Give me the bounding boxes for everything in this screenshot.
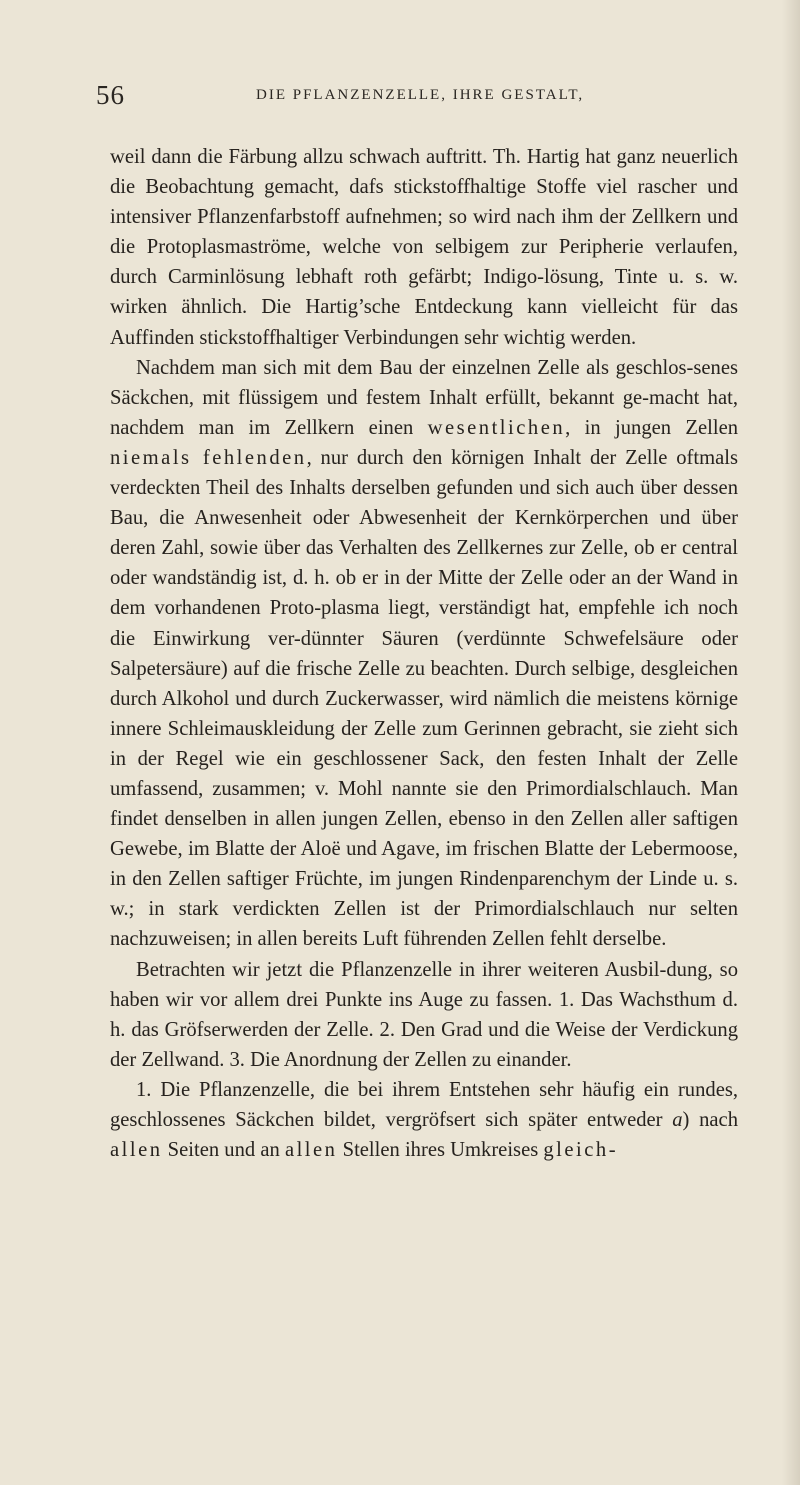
running-head: DIE PFLANZENZELLE, IHRE GESTALT,: [256, 87, 585, 103]
paragraph: [110, 955, 738, 1075]
text-segment: ) nach: [682, 1109, 738, 1131]
text-segment: Seiten und an: [162, 1139, 285, 1162]
text-segment: weil dann die Färbung allzu schwach auftritt. Th. Hartig hat ganz neuerlich die Beobachtung gemacht, dafs stickstoffhaltige Stoffe viel rascher und intensiver Pflanzenfarbstoff aufnehmen; so wird nach ihm der Zellkern und die Protoplasmaströme, welche von selbigem zur Peripherie verlaufen, durch Carminlösung lebhaft roth gefärbt; Indigo-lösung, Tinte u. s. w. wirken ähnlich. Die Hartig’sche Entdeckung kann vielleicht für das Auffinden stickstoffhaltiger Verbindungen sehr wichtig werden.: [110, 146, 738, 349]
page-edge-shadow: [782, 0, 800, 1485]
emphasis-spaced: wesentlichen: [427, 416, 566, 439]
text-segment: Nachdem man sich mit dem Bau der einzelnen Zelle als geschlos-senes Säckchen, mit flüssigem und festem Inhalt erfüllt, bekannt ge-macht hat, nachdem man im Zellkern einen: [110, 356, 738, 439]
page-number: 56: [96, 80, 125, 110]
text-segment: 1. Die Pflanzenzelle, die bei ihrem Entstehen sehr häufig ein rundes, geschlossenes Säckchen bildet, vergröfsert sich später entweder: [110, 1078, 738, 1131]
text-segment: , in jungen Zellen: [565, 416, 739, 439]
paragraph: [110, 1075, 738, 1165]
paragraph: [110, 142, 738, 353]
emphasis-spaced: allen: [284, 1139, 338, 1162]
text-segment: , nur durch den körnigen Inhalt der Zelle oftmals verdeckten Theil des Inhalts derselben gefunden und sich auch über dessen Bau, die Anwesenheit oder Abwesenheit der Kernkörperchen und über deren Zahl, sowie über das Verhalten des Zellkernes zur Zelle, ob er central oder wandständig ist, d. h. ob er in der Mitte der Zelle oder an der Wand in dem vorhandenen Proto-plasma liegt, verständigt hat, empfehle ich noch die Einwirkung ver-dünnter Säuren (verdünnte Schwefelsäure oder Salpetersäure) auf die frische Zelle zu beachten. Durch selbige, desgleichen durch Alkohol und durch Zuckerwasser, wird nämlich die meistens körnige innere Schleimauskleidung der Zelle zum Gerinnen gebracht, sie zieht sich in der Regel wie ein geschlossener Sack, den festen Inhalt der Zelle umfassend, zusammen; v. Mohl nannte sie den Primordialschlauch. Man findet denselben in allen jungen Zellen, ebenso in den Zellen aller saftigen Gewebe, im Blatte der Aloë und Agave, im frischen Blatte der Lebermoose, in den Zellen saftiger Früchte, im jungen Rindenparenchym der Linde u. s. w.; in stark verdickten Zellen ist der Primordialschlauch nur selten nachzuweisen; in allen bereits Luft führenden Zellen fehlt derselbe.: [110, 446, 738, 951]
paragraph: [110, 353, 738, 955]
emphasis-spaced: allen: [110, 1139, 163, 1162]
text-segment: Stellen ihres Umkreises: [337, 1139, 544, 1162]
emphasis-spaced: niemals fehlenden: [110, 446, 307, 469]
emphasis-italic: a: [672, 1109, 683, 1131]
body-text: [110, 142, 738, 1165]
page-header: [96, 80, 716, 116]
emphasis-spaced: gleich-: [543, 1139, 619, 1162]
text-segment: Betrachten wir jetzt die Pflanzenzelle in ihrer weiteren Ausbil-dung, so haben wir vor allem drei Punkte ins Auge zu fassen. 1. Das Wachsthum d. h. das Gröfserwerden der Zelle. 2. Den Grad und die Weise der Verdickung der Zellwand. 3. Die Anordnung der Zellen zu einander.: [110, 958, 738, 1071]
